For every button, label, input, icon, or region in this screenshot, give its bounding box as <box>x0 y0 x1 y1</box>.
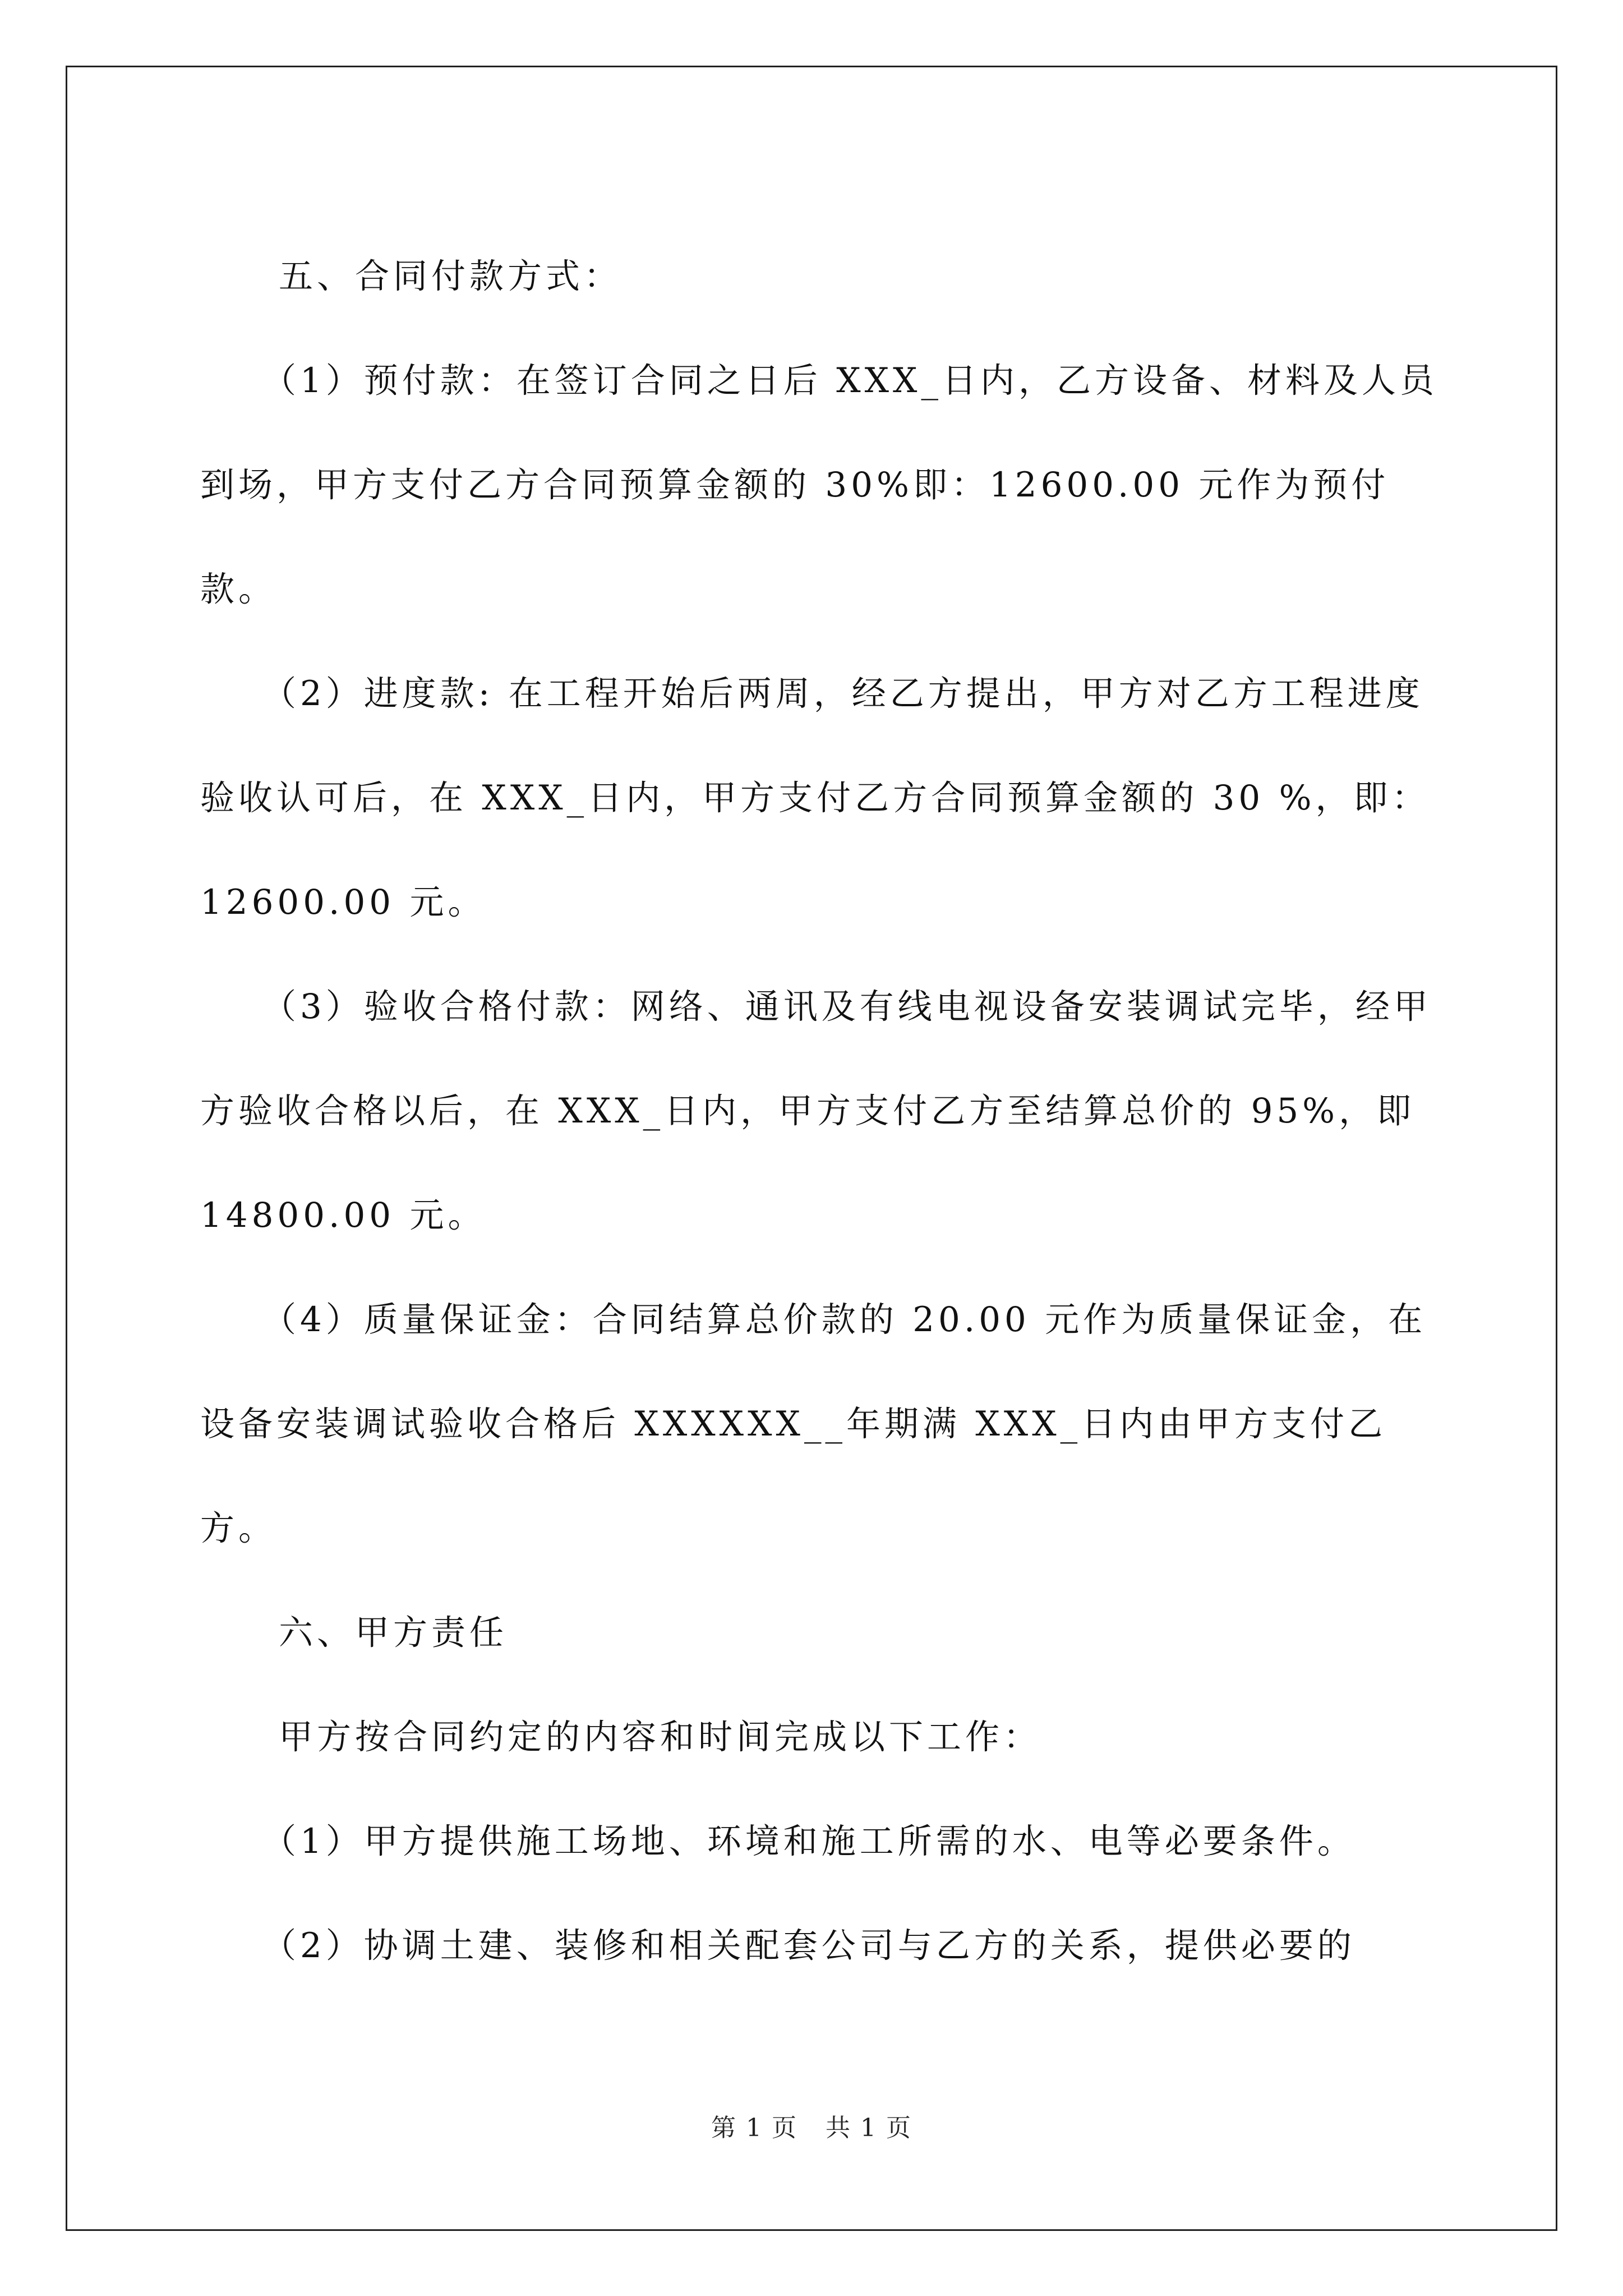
document-body <box>200 224 1456 1998</box>
paragraph-acceptance-payment: （3）验收合格付款：网络、通讯及有线电视设备安装调试完毕，经甲方验收合格以后，在 XXX_日内，甲方支付乙方至结算总价的 95%，即 14800.00 元。 <box>200 987 1432 1235</box>
page-total: 共 1 页 <box>826 2114 912 2142</box>
paragraph-party-a-item-1: （1）甲方提供施工场地、环境和施工所需的水、电等必要条件。 <box>262 1821 1355 1861</box>
section-heading-payment: 五、合同付款方式： <box>279 256 623 296</box>
paragraph-party-a-intro: 甲方按合同约定的内容和时间完成以下工作： <box>279 1717 1042 1757</box>
page-number: 第 1 页 <box>711 2114 797 2142</box>
section-heading-party-a: 六、甲方责任 <box>279 1613 508 1653</box>
paragraph-party-a-item-2: （2）协调土建、装修和相关配套公司与乙方的关系，提供必要的 <box>262 1926 1355 1966</box>
page-footer <box>0 2108 1623 2143</box>
paragraph-advance-payment: （1）预付款：在签订合同之日后 XXX_日内，乙方设备、材料及人员到场，甲方支付乙方合同预算金额的 30%即：12600.00 元作为预付款。 <box>200 361 1438 609</box>
paragraph-progress-payment: （2）进度款: 在工程开始后两周，经乙方提出，甲方对乙方工程进度验收认可后，在 XXX_日内，甲方支付乙方合同预算金额的 30 %，即：12600.00 元。 <box>200 674 1430 922</box>
paragraph-warranty-deposit: （4）质量保证金：合同结算总价款的 20.00 元作为质量保证金，在设备安装调试验收合格后 XXXXXX__年期满 XXX_日内由甲方支付乙方。 <box>200 1300 1427 1548</box>
